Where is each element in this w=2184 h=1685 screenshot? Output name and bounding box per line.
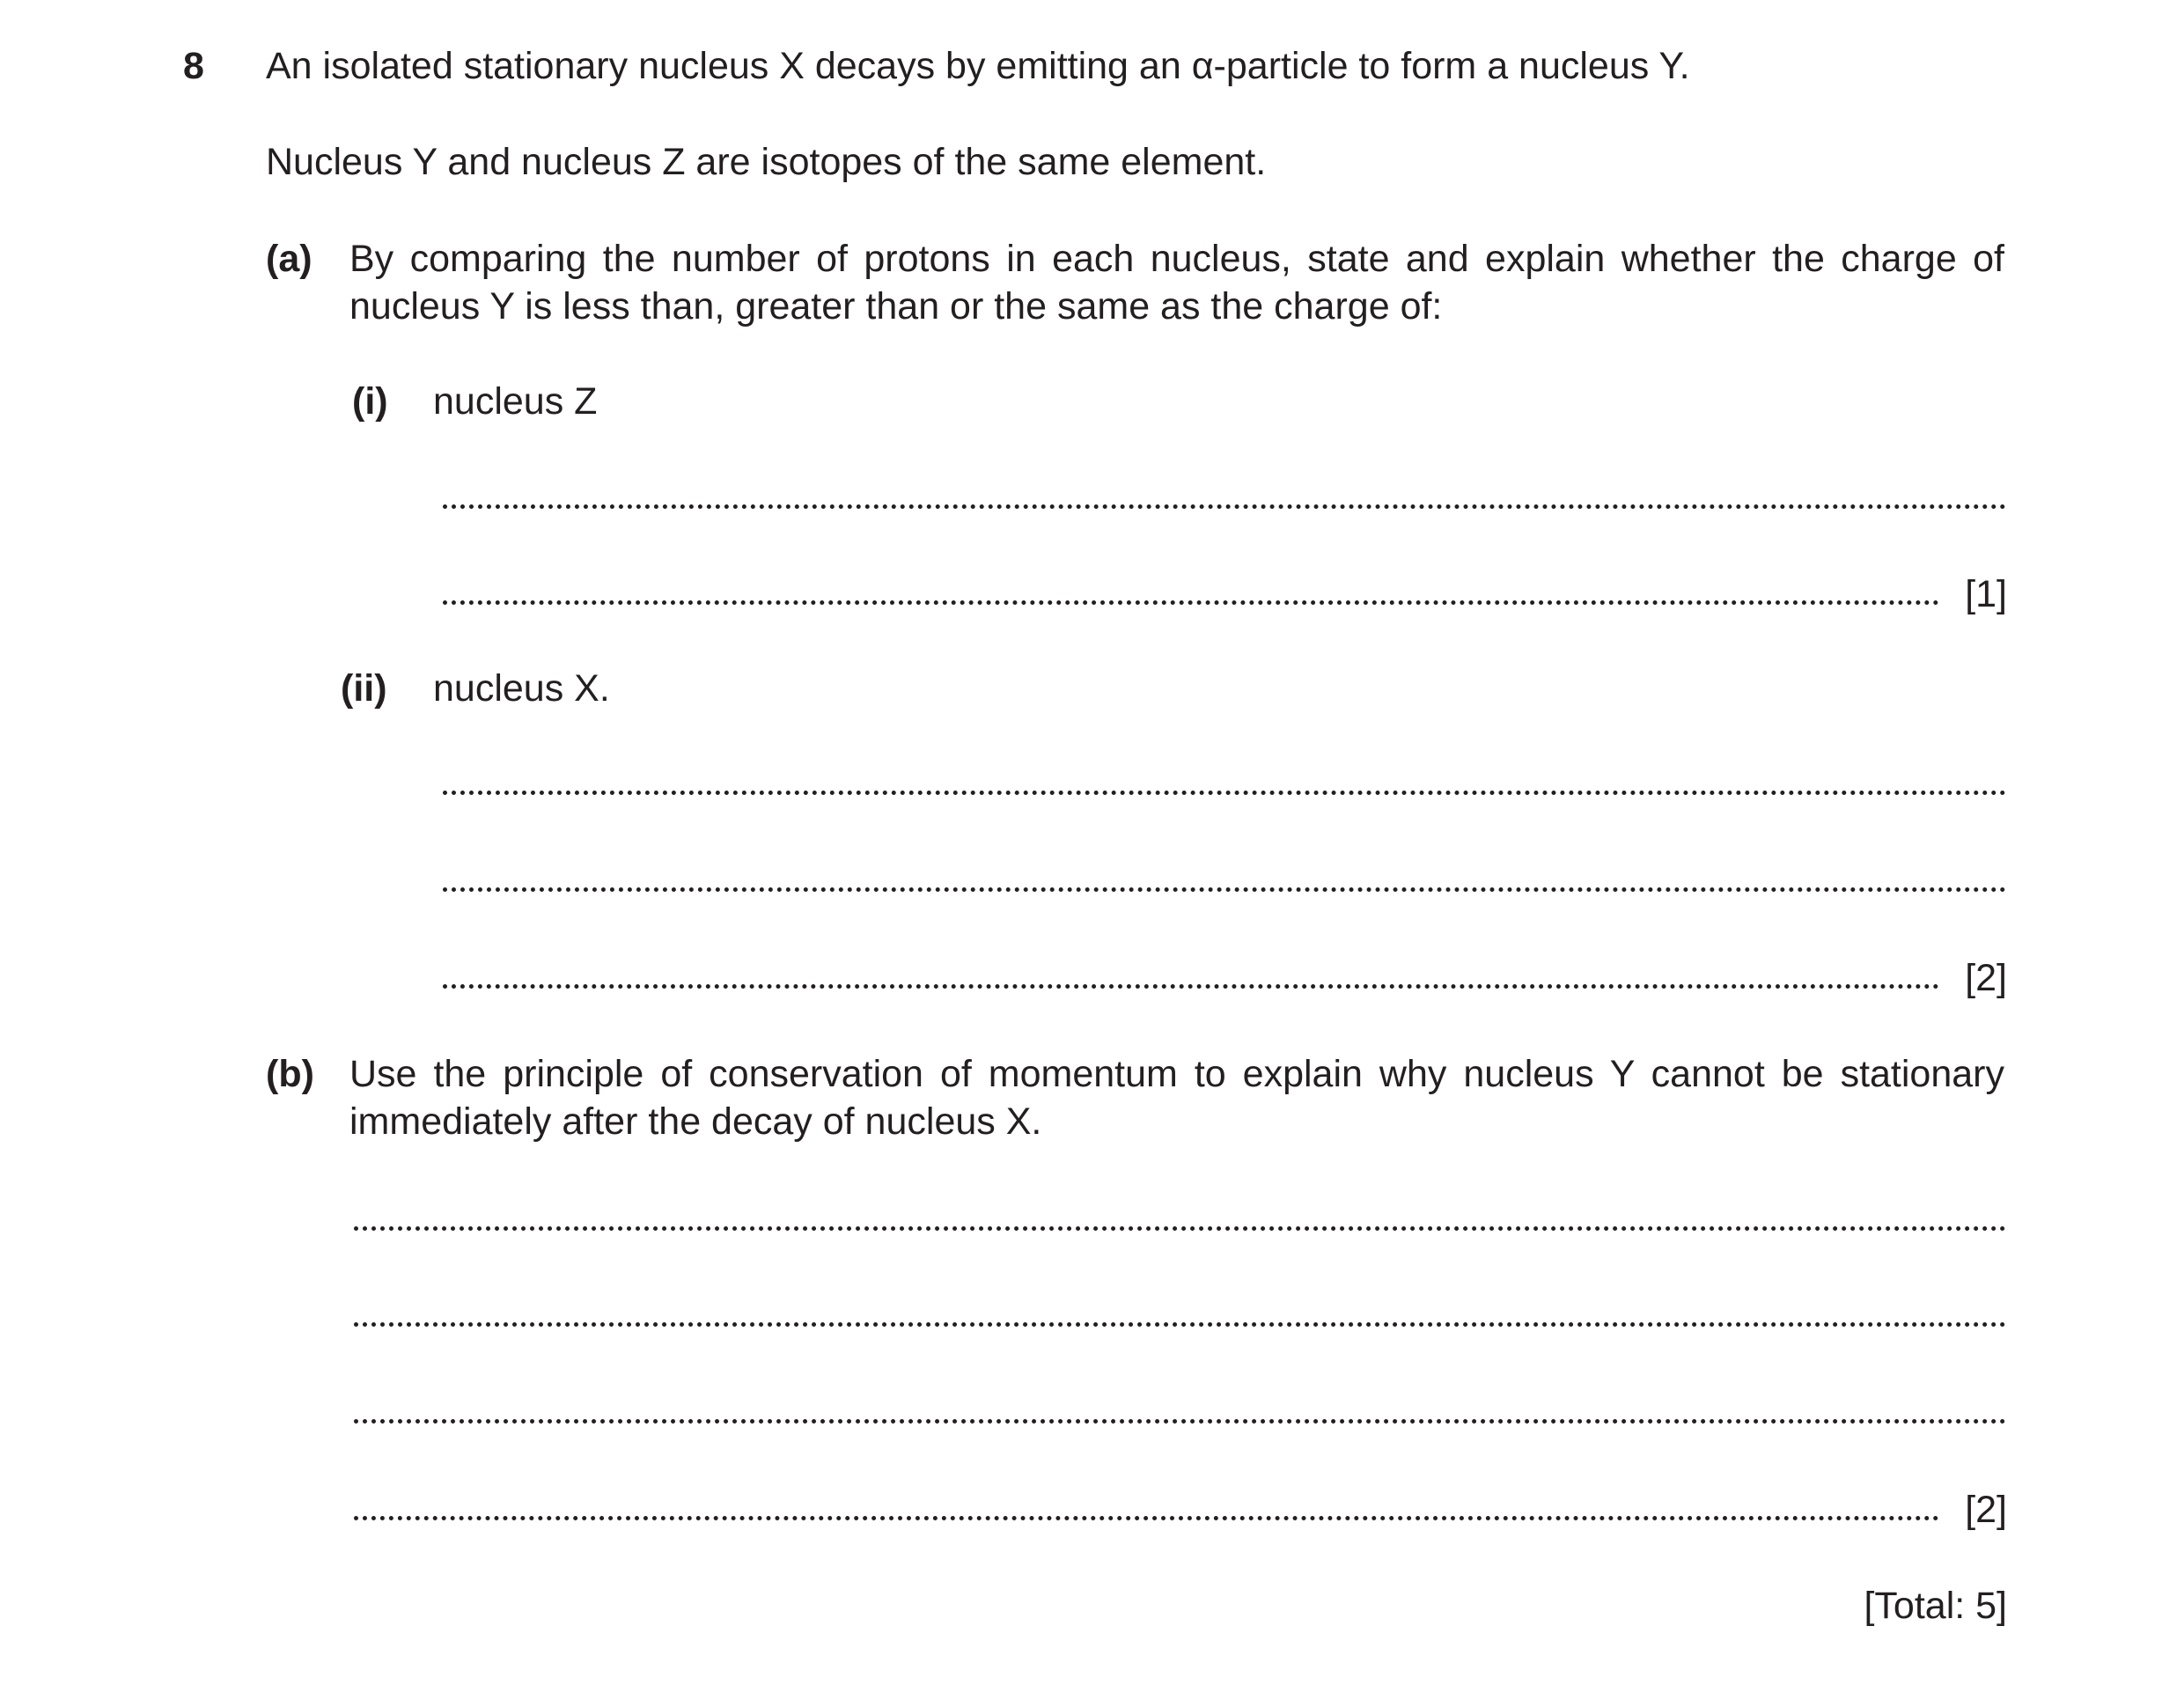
question-stem-line-2: Nucleus Y and nucleus Z are isotopes of the same element.: [266, 141, 1267, 183]
part-b-text: Use the principle of conservation of momentum to explain why nucleus Y cannot be stationary immediately after the decay of nucleus X.: [349, 1053, 2004, 1143]
answer-line[interactable]: [443, 600, 1939, 605]
question-stem-line-1: An isolated stationary nucleus X decays by emitting an α-particle to form a nucleus Y.: [266, 45, 1690, 87]
part-a-label: (a): [266, 238, 313, 280]
answer-line[interactable]: [443, 887, 2006, 892]
mark-allocation: [2]: [1965, 1489, 2007, 1531]
mark-allocation: [1]: [1965, 573, 2007, 615]
answer-line[interactable]: [354, 1226, 2006, 1231]
part-a-text: By comparing the number of protons in each nucleus, state and explain whether the charge of nucleus Y is less than, greater than or the same as the charge of:: [349, 238, 2004, 327]
question-number: 8: [183, 45, 204, 87]
answer-line[interactable]: [443, 984, 1939, 989]
sub-ii-text: nucleus X.: [433, 667, 610, 710]
mark-allocation: [2]: [1965, 957, 2007, 999]
answer-line[interactable]: [443, 504, 2006, 509]
answer-line[interactable]: [354, 1516, 1939, 1520]
part-b-label: (b): [266, 1053, 314, 1095]
sub-i-text: nucleus Z: [433, 380, 598, 423]
sub-i-label: (i): [352, 380, 388, 423]
total-marks: [Total: 5]: [1864, 1585, 2007, 1627]
answer-line[interactable]: [354, 1322, 2006, 1327]
sub-ii-label: (ii): [341, 667, 387, 710]
answer-line[interactable]: [443, 791, 2006, 795]
answer-line[interactable]: [354, 1419, 2006, 1424]
